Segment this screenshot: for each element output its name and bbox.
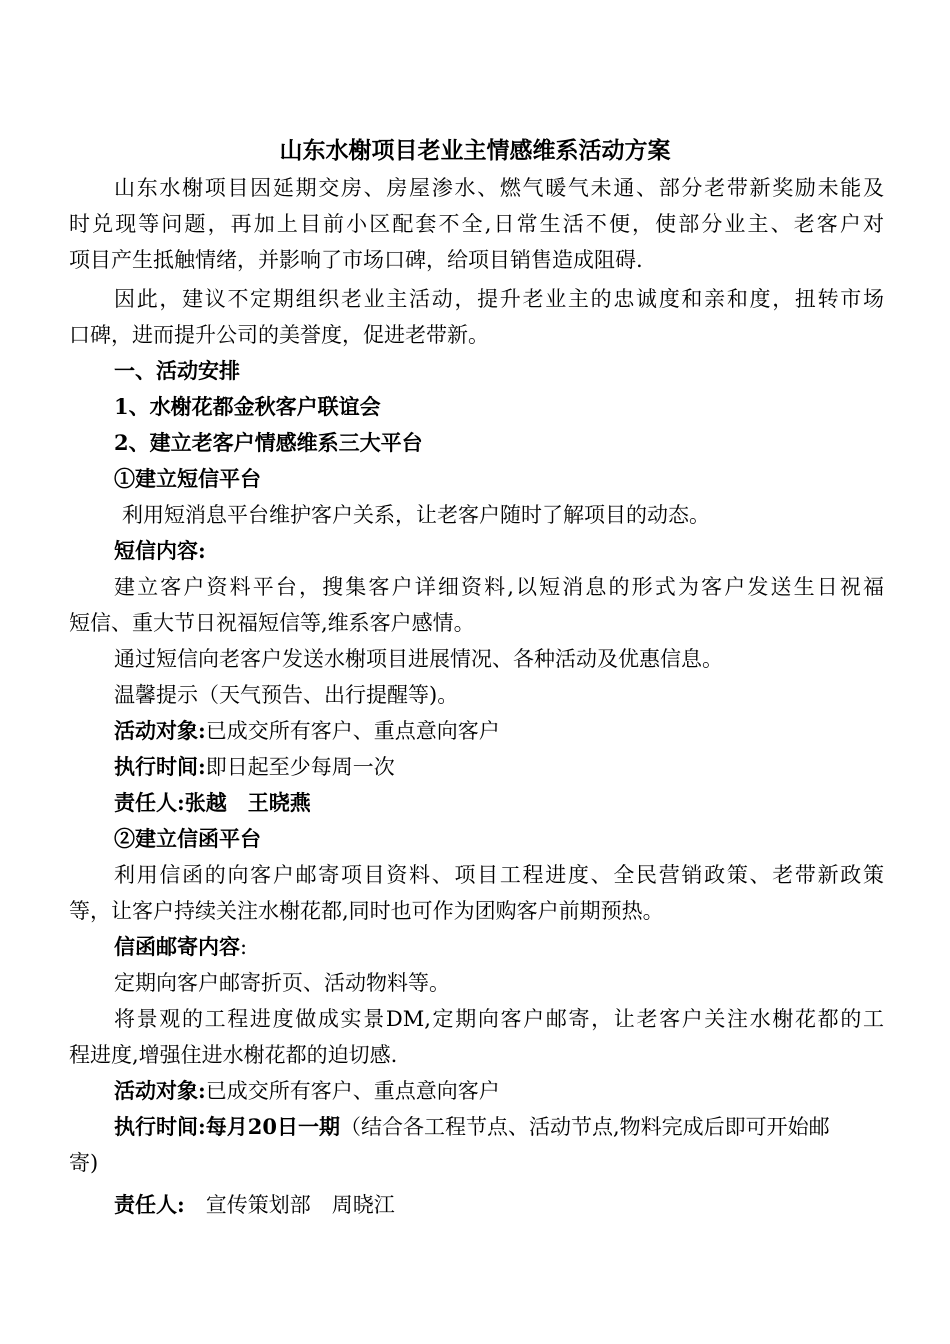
letter-content-label-colon: :	[240, 935, 248, 959]
sms-target-row	[114, 713, 884, 749]
letter-time-row	[114, 1109, 884, 1145]
intro-paragraph-1-line-2: 时兑现等问题，再加上目前小区配套不全,日常生活不便，使部分业主、老客户对	[69, 212, 884, 236]
letter-content-line-2: 将景观的工程进度做成实景DM,定期向客户邮寄，让老客户关注水榭花都的工	[114, 1007, 884, 1031]
list-item-1	[114, 389, 884, 425]
section-heading-activities	[114, 353, 884, 389]
letter-platform-heading-text: ②建立信函平台	[114, 826, 261, 851]
sms-content-label	[114, 533, 884, 569]
letter-time-row-continued: 寄)	[69, 1151, 99, 1175]
sms-owner-label: 责任人:	[114, 790, 185, 815]
sms-target-value: 已成交所有客户、重点意向客户	[205, 719, 500, 743]
sms-owner-row	[114, 785, 884, 821]
letter-content-label-text: 信函邮寄内容	[114, 934, 240, 959]
section-heading-text: 一、活动安排	[114, 358, 240, 383]
sms-time-row	[114, 749, 884, 785]
letter-time-value: （结合各工程节点、活动节点,物料完成后即可开始邮	[339, 1115, 830, 1139]
intro-paragraph-1-line-1: 山东水榭项目因延期交房、房屋渗水、燃气暖气未通、部分老带新奖励未能及	[114, 176, 884, 200]
intro-paragraph-1-line-3: 项目产生抵触情绪，并影响了市场口碑，给项目销售造成阻碍.	[69, 248, 643, 272]
sms-content-line-1: 建立客户资料平台，搜集客户详细资料,以短消息的形式为客户发送生日祝福	[114, 575, 884, 599]
sms-content-line-2: 短信、重大节日祝福短信等,维系客户感情。	[69, 611, 475, 635]
list-item-2	[114, 425, 884, 461]
letter-owner-row	[114, 1187, 884, 1223]
sms-time-label: 执行时间:	[114, 754, 206, 779]
intro-paragraph-2-line-2: 口碑，进而提升公司的美誉度，促进老带新。	[69, 323, 489, 347]
letter-target-row	[114, 1073, 884, 1109]
sms-time-value: 即日起至少每周一次	[205, 755, 395, 779]
letter-platform-heading	[114, 821, 884, 857]
list-item-2-text: 2、建立老客户情感维系三大平台	[114, 430, 423, 455]
sms-platform-heading-text: ①建立短信平台	[114, 466, 261, 491]
letter-owner-value: 宣传策划部 周晓江	[205, 1193, 395, 1217]
sms-owner-value: 张越 王晓燕	[184, 790, 311, 815]
sms-platform-heading	[114, 461, 884, 497]
letter-owner-label: 责任人:	[114, 1192, 185, 1217]
letter-content-line-3: 程进度,增强住进水榭花都的迫切感.	[69, 1043, 398, 1067]
letter-target-value: 已成交所有客户、重点意向客户	[205, 1079, 500, 1103]
document-title: 山东水榭项目老业主情感维系活动方案	[279, 137, 671, 164]
letter-time-label: 执行时间:每月20日一期	[114, 1114, 340, 1139]
letter-target-label: 活动对象:	[114, 1078, 206, 1103]
letter-content-label	[114, 929, 884, 965]
letter-content-line-1: 定期向客户邮寄折页、活动物料等。	[114, 971, 450, 995]
sms-content-line-4: 温馨提示（天气预告、出行提醒等)。	[114, 683, 459, 707]
intro-paragraph-2-line-1: 因此，建议不定期组织老业主活动，提升老业主的忠诚度和亲和度，扭转市场	[114, 287, 884, 311]
sms-intro: 利用短消息平台维护客户关系，让老客户随时了解项目的动态。	[122, 503, 710, 527]
list-item-1-text: 1、水榭花都金秋客户联谊会	[114, 394, 381, 419]
sms-target-label: 活动对象:	[114, 718, 206, 743]
letter-intro-line-1: 利用信函的向客户邮寄项目资料、项目工程进度、全民营销政策、老带新政策	[114, 863, 884, 887]
sms-content-line-3: 通过短信向老客户发送水榭项目进展情况、各种活动及优惠信息。	[114, 647, 723, 671]
sms-content-label-text: 短信内容:	[114, 538, 206, 563]
letter-intro-line-2: 等，让客户持续关注水榭花都,同时也可作为团购客户前期预热。	[69, 899, 664, 923]
